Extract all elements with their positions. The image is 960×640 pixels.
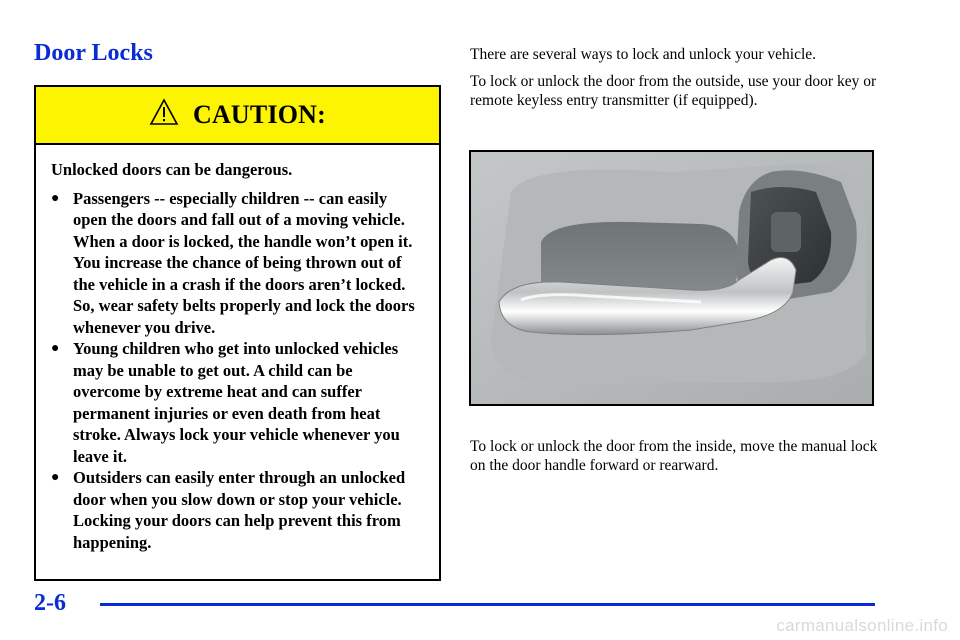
outside-lock-paragraph: To lock or unlock the door from the outside, use your door key or remote keyless entry transmitter (if equipped). bbox=[470, 73, 877, 109]
door-handle-photo bbox=[469, 150, 874, 406]
page-rule-divider bbox=[100, 603, 875, 606]
caution-bullet-text: Outsiders can easily enter through an unlocked door when you slow down or stop your vehicle. Locking your doors can help prevent this from happening. bbox=[73, 468, 406, 552]
caution-box bbox=[34, 85, 441, 581]
door-handle-illustration bbox=[471, 152, 872, 404]
caution-bullet bbox=[51, 467, 423, 553]
watermark: carmanualsonline.info bbox=[776, 616, 948, 635]
caution-intro: Unlocked doors can be dangerous. bbox=[51, 160, 293, 179]
caution-header bbox=[36, 87, 439, 145]
bullet-icon: ● bbox=[51, 341, 60, 356]
bullet-icon: ● bbox=[51, 470, 60, 485]
section-title: Door Locks bbox=[34, 40, 153, 66]
bullet-icon: ● bbox=[51, 190, 60, 206]
warning-triangle-icon bbox=[149, 98, 179, 126]
inside-lock-paragraph: To lock or unlock the door from the inside, move the manual lock on the door handle forward or rearward. bbox=[470, 438, 878, 474]
caution-bullet bbox=[51, 338, 423, 467]
intro-paragraph: There are several ways to lock and unlock your vehicle. bbox=[470, 46, 817, 63]
caution-title: CAUTION: bbox=[192, 100, 327, 129]
caution-body bbox=[36, 145, 439, 553]
caution-bullet-text: Young children who get into unlocked vehicles may be unable to get out. A child can be overcome by extreme heat and can suffer permanent injuries or even death from heat stroke. Always lock your vehicle whenever you leave it. bbox=[73, 339, 400, 466]
caution-bullet bbox=[51, 188, 423, 339]
caution-bullet-text: Passengers -- especially children -- can easily open the doors and fall out of a moving vehicle. When a door is locked, the handle won’t open it. You increase the chance of being thrown out of the vehicle in a crash if the doors aren’t locked. So, wear safety belts properly and lock the doors whenever you drive. bbox=[73, 188, 415, 337]
page-number: 2-6 bbox=[34, 590, 66, 616]
